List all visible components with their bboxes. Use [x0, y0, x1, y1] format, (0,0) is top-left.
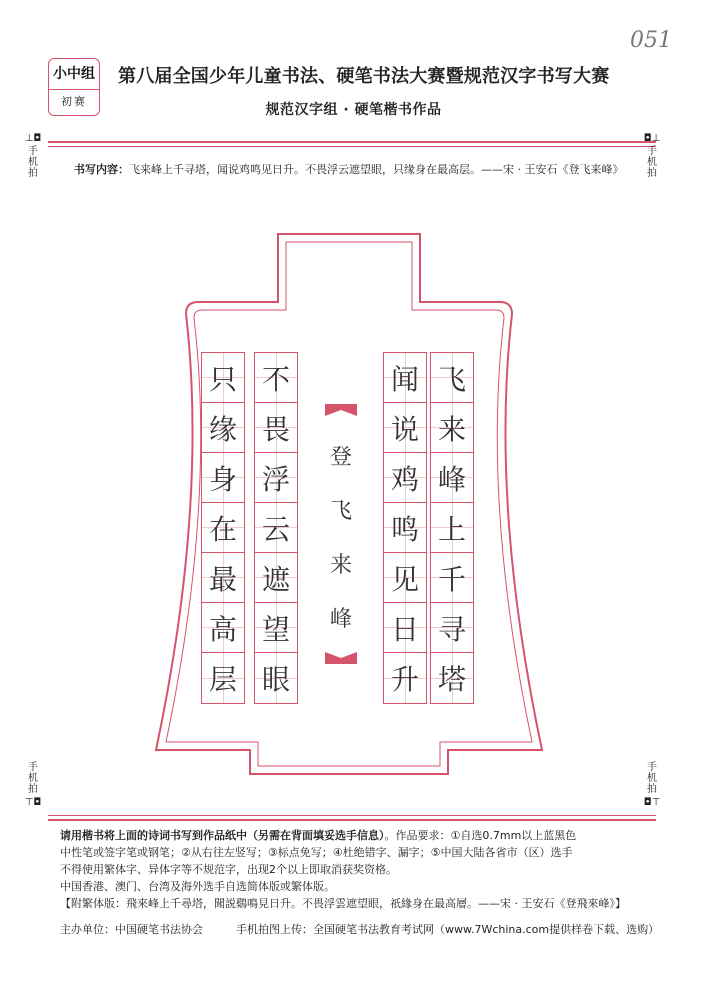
grid-cell: 鸡: [384, 453, 426, 503]
grid-cell: 缘: [202, 403, 244, 453]
grid-column-3: [254, 352, 298, 704]
requirements-block: [60, 827, 640, 912]
requirements-line-5: [60, 895, 640, 912]
grid-cell: 千: [431, 553, 473, 603]
requirements-lead: 请用楷书将上面的诗词书写到作品纸中: [60, 829, 247, 842]
grid-cell: 遮: [255, 553, 297, 603]
grid-cell: 高: [202, 603, 244, 653]
page-title: 第八届全国少年儿童书法、硬笔书法大赛暨规范汉字书写大赛: [118, 66, 610, 87]
grid-cell: 身: [202, 453, 244, 503]
poem-title-char: 峰: [329, 607, 352, 632]
grid-cell: 峰: [431, 453, 473, 503]
phone-photo-label: 手机拍: [647, 146, 657, 179]
poem-title-char: 登: [329, 445, 352, 470]
grid-column-1: [430, 352, 474, 704]
camera-icon: ◘⊤: [643, 797, 661, 808]
requirements-line-1: [60, 827, 640, 844]
phone-photo-label: 手机拍: [28, 146, 38, 179]
stage-badge-label: 初赛: [61, 95, 87, 108]
footer-upload: 手机拍图上传：全国硬笔书法教育考试网（www.7Wchina.com提供样卷下载、选购）: [236, 923, 660, 936]
grid-cell: 寻: [431, 603, 473, 653]
traditional-text: 飛來峰上千尋塔，聞説鷄鳴見日升。不畏浮雲遮望眼，祇緣身在最高層。——宋 · 王安石《登飛來峰》】: [126, 897, 626, 910]
grid-cell: 望: [255, 603, 297, 653]
requirements-line-4: 中国香港、澳门、台湾及海外选手自选简体版或繁体版。: [60, 880, 335, 893]
bottom-rule-thin: [48, 815, 656, 816]
phone-photo-marker-tl: [22, 133, 44, 179]
bottom-rule: [48, 819, 656, 821]
phone-photo-marker-bl: [22, 762, 44, 808]
poem-title-char: 飞: [329, 499, 352, 524]
phone-photo-marker-tr: [641, 133, 663, 179]
requirements-line-2: 中性笔或签字笔或钢笔；②从右往左竖写；③标点免写；④杜绝错字、漏字；⑤中国大陆各省市（区）选手: [60, 846, 573, 859]
writing-content-label: 书写内容：: [74, 163, 129, 176]
phone-photo-marker-br: [641, 762, 663, 808]
grid-cell: 只: [202, 353, 244, 403]
grid-cell: 不: [255, 353, 297, 403]
phone-photo-label: 手机拍: [28, 762, 38, 795]
grid-column-4: [201, 352, 245, 704]
requirements-line-3: 不得使用繁体字、异体字等不规范字，出现2个以上即取消获奖资格。: [60, 863, 397, 876]
requirements-line-1-rest: 。作品要求：①自选0.7mm以上蓝黑色: [384, 829, 577, 842]
grid-cell: 上: [431, 503, 473, 553]
camera-icon: ⊥◘: [24, 133, 42, 144]
grid-cell: 日: [384, 603, 426, 653]
camera-icon: ◘⊥: [643, 133, 661, 144]
grid-cell: 闻: [384, 353, 426, 403]
grid-cell: 飞: [431, 353, 473, 403]
grid-cell: 说: [384, 403, 426, 453]
grid-column-2: [383, 352, 427, 704]
page-subtitle: 规范汉字组 · 硬笔楷书作品: [265, 102, 442, 118]
grid-cell: 在: [202, 503, 244, 553]
poem-title-char: 来: [329, 553, 352, 578]
title-top-ornament: [323, 404, 359, 418]
grid-cell: 见: [384, 553, 426, 603]
writing-content-text: 飞来峰上千寻塔，闻说鸡鸣见日升。不畏浮云遮望眼，只缘身在最高层。——宋 · 王安石《登飞来峰》: [129, 163, 624, 176]
top-rule: [48, 141, 656, 143]
writing-content: [74, 161, 644, 177]
phone-photo-label: 手机拍: [647, 762, 657, 795]
requirements-paren: （另需在背面填妥选手信息）: [247, 829, 385, 842]
grid-cell: 鸣: [384, 503, 426, 553]
grid-cell: 来: [431, 403, 473, 453]
group-badge-label: 小中组: [49, 59, 99, 90]
top-rule-thin: [48, 146, 656, 147]
poem-title-column: [323, 404, 359, 664]
traditional-label: 【附繁体版：: [60, 897, 126, 910]
serial-number: 051: [630, 28, 672, 53]
grid-cell: 最: [202, 553, 244, 603]
grid-cell: 层: [202, 653, 244, 703]
camera-icon: ⊤◘: [24, 797, 42, 808]
title-bottom-ornament: [323, 650, 359, 664]
footer-organizer: 主办单位：中国硬笔书法协会: [60, 923, 203, 936]
grid-cell: 浮: [255, 453, 297, 503]
grid-cell: 眼: [255, 653, 297, 703]
grid-cell: 升: [384, 653, 426, 703]
grid-cell: 云: [255, 503, 297, 553]
grid-cell: 畏: [255, 403, 297, 453]
grid-cell: 塔: [431, 653, 473, 703]
